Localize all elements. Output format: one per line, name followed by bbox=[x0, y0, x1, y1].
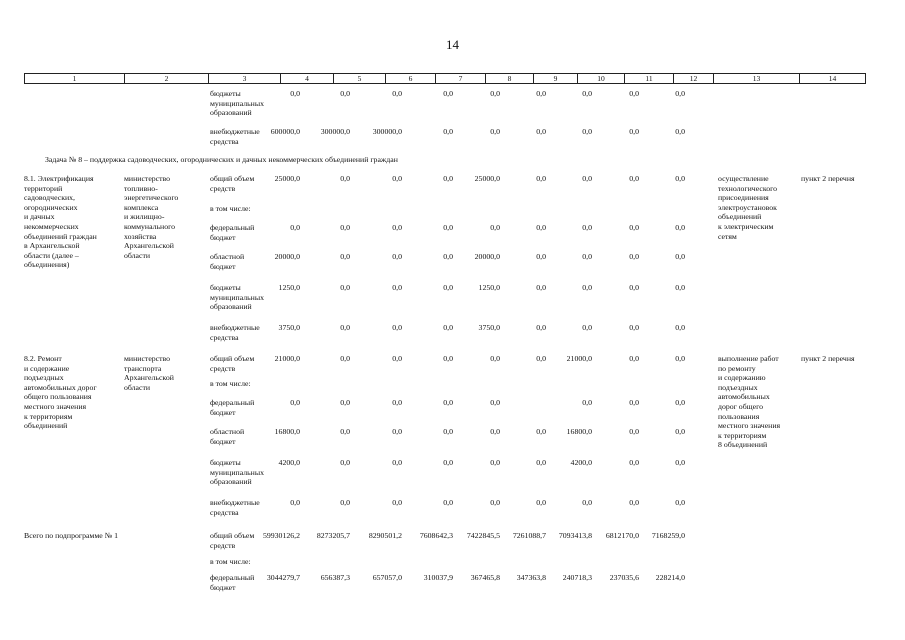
header-col-8: 8 bbox=[485, 74, 533, 83]
funding-value-col-7: 0,0 bbox=[443, 398, 453, 407]
funding-value-col-5: 0,0 bbox=[340, 323, 350, 332]
funding-value-col-5: 0,0 bbox=[340, 354, 350, 363]
funding-value-col-11: 0,0 bbox=[629, 223, 639, 232]
funding-value-col-9: 0,0 bbox=[536, 127, 546, 136]
item-8-1-result: осуществление технологического присоединения электроустановок объединений к электрическим сетям bbox=[718, 174, 778, 241]
funding-source-label: общий объем средств bbox=[210, 174, 255, 193]
item-8-1-reference: пункт 2 перечня bbox=[801, 174, 855, 183]
funding-value-col-6: 0,0 bbox=[392, 354, 402, 363]
funding-value-col-5: 0,0 bbox=[340, 223, 350, 232]
funding-value-col-10: 16800,0 bbox=[566, 427, 592, 436]
funding-value-col-11: 6812170,0 bbox=[605, 531, 639, 540]
funding-value-col-10: 240718,3 bbox=[562, 573, 592, 582]
funding-value-col-5: 0,0 bbox=[340, 458, 350, 467]
funding-value-col-8: 0,0 bbox=[490, 223, 500, 232]
funding-value-col-11: 0,0 bbox=[629, 498, 639, 507]
funding-value-col-10: 0,0 bbox=[582, 252, 592, 261]
funding-source-label: в том числе: bbox=[210, 557, 251, 566]
funding-value-col-6: 0,0 bbox=[392, 283, 402, 292]
item-8-1-executor: министерство топливно- энергетического комплекса и жилищно- коммунального хозяйства Архангельской области bbox=[124, 174, 179, 260]
funding-value-col-11: 0,0 bbox=[629, 127, 639, 136]
funding-value-col-7: 0,0 bbox=[443, 283, 453, 292]
funding-value-col-4: 3750,0 bbox=[278, 323, 300, 332]
funding-value-col-7: 0,0 bbox=[443, 323, 453, 332]
funding-value-col-5: 656387,3 bbox=[320, 573, 350, 582]
funding-value-col-7: 0,0 bbox=[443, 223, 453, 232]
funding-value-col-9: 0,0 bbox=[536, 354, 546, 363]
funding-value-col-4: 0,0 bbox=[290, 89, 300, 98]
funding-value-col-4: 0,0 bbox=[290, 398, 300, 407]
funding-value-col-4: 21000,0 bbox=[274, 354, 300, 363]
funding-value-col-12: 0,0 bbox=[675, 498, 685, 507]
item-8-2-result: выполнение работ по ремонту и содержанию подъездных автомобильных дорог общего пользования местного значения к территориям 8 объединений bbox=[718, 354, 781, 450]
funding-value-col-4: 59930126,2 bbox=[262, 531, 300, 540]
funding-value-col-5: 8273205,7 bbox=[316, 531, 350, 540]
funding-value-col-4: 0,0 bbox=[290, 223, 300, 232]
funding-value-col-11: 0,0 bbox=[629, 89, 639, 98]
funding-value-col-7: 0,0 bbox=[443, 252, 453, 261]
funding-value-col-5: 0,0 bbox=[340, 89, 350, 98]
funding-value-col-10: 0,0 bbox=[582, 498, 592, 507]
funding-value-col-8: 0,0 bbox=[490, 498, 500, 507]
funding-value-col-10: 0,0 bbox=[582, 323, 592, 332]
funding-value-col-9: 347363,8 bbox=[516, 573, 546, 582]
funding-value-col-4: 0,0 bbox=[290, 498, 300, 507]
item-8-2-executor: министерство транспорта Архангельской области bbox=[124, 354, 174, 392]
table-header-row bbox=[24, 73, 866, 84]
funding-value-col-6: 8290501,2 bbox=[368, 531, 402, 540]
funding-source-label: федеральный бюджет bbox=[210, 573, 255, 592]
header-col-10: 10 bbox=[577, 74, 624, 83]
funding-value-col-12: 0,0 bbox=[675, 354, 685, 363]
funding-value-col-6: 0,0 bbox=[392, 498, 402, 507]
funding-value-col-11: 0,0 bbox=[629, 252, 639, 261]
funding-value-col-12: 0,0 bbox=[675, 458, 685, 467]
funding-source-label: общий объем средств bbox=[210, 531, 255, 550]
header-col-3: 3 bbox=[208, 74, 280, 83]
funding-value-col-6: 0,0 bbox=[392, 398, 402, 407]
funding-value-col-8: 1250,0 bbox=[478, 283, 500, 292]
funding-source-label: бюджеты муниципальных образований bbox=[210, 283, 264, 312]
funding-source-label: областной бюджет bbox=[210, 427, 245, 446]
funding-value-col-10: 0,0 bbox=[582, 89, 592, 98]
funding-value-col-5: 0,0 bbox=[340, 398, 350, 407]
funding-value-col-7: 310037,9 bbox=[423, 573, 453, 582]
funding-source-label: общий объем средств bbox=[210, 354, 255, 373]
funding-value-col-11: 0,0 bbox=[629, 354, 639, 363]
funding-value-col-6: 0,0 bbox=[392, 458, 402, 467]
page-number: 14 bbox=[446, 37, 459, 52]
funding-value-col-11: 0,0 bbox=[629, 427, 639, 436]
funding-source-label: внебюджетные средства bbox=[210, 127, 260, 146]
funding-source-label: внебюджетные средства bbox=[210, 498, 260, 517]
funding-value-col-12: 0,0 bbox=[675, 252, 685, 261]
funding-value-col-12: 0,0 bbox=[675, 398, 685, 407]
header-col-9: 9 bbox=[533, 74, 577, 83]
header-col-4: 4 bbox=[280, 74, 333, 83]
funding-value-col-7: 0,0 bbox=[443, 498, 453, 507]
funding-value-col-7: 0,0 bbox=[443, 127, 453, 136]
funding-value-col-12: 0,0 bbox=[675, 89, 685, 98]
funding-value-col-9: 0,0 bbox=[536, 283, 546, 292]
item-8-2-name: 8.2. Ремонт и содержание подъездных автомобильных дорог общего пользования местного значения к территориям объединений bbox=[24, 354, 97, 431]
funding-value-col-11: 0,0 bbox=[629, 323, 639, 332]
funding-value-col-11: 0,0 bbox=[629, 283, 639, 292]
funding-value-col-4: 3044279,7 bbox=[266, 573, 300, 582]
funding-value-col-8: 0,0 bbox=[490, 89, 500, 98]
funding-value-col-8: 25000,0 bbox=[474, 174, 500, 183]
funding-value-col-11: 0,0 bbox=[629, 398, 639, 407]
funding-value-col-12: 228214,0 bbox=[655, 573, 685, 582]
header-col-7: 7 bbox=[435, 74, 485, 83]
header-col-11: 11 bbox=[624, 74, 673, 83]
header-col-2: 2 bbox=[124, 74, 208, 83]
funding-value-col-9: 0,0 bbox=[536, 498, 546, 507]
funding-source-label: областной бюджет bbox=[210, 252, 245, 271]
funding-value-col-9: 0,0 bbox=[536, 174, 546, 183]
funding-value-col-8: 0,0 bbox=[490, 354, 500, 363]
funding-value-col-6: 300000,0 bbox=[372, 127, 402, 136]
funding-value-col-9: 0,0 bbox=[536, 89, 546, 98]
header-col-5: 5 bbox=[333, 74, 385, 83]
funding-value-col-12: 0,0 bbox=[675, 174, 685, 183]
funding-value-col-11: 0,0 bbox=[629, 458, 639, 467]
funding-value-col-5: 300000,0 bbox=[320, 127, 350, 136]
funding-value-col-10: 21000,0 bbox=[566, 354, 592, 363]
funding-value-col-5: 0,0 bbox=[340, 427, 350, 436]
funding-source-label: внебюджетные средства bbox=[210, 323, 260, 342]
funding-value-col-8: 0,0 bbox=[490, 427, 500, 436]
funding-value-col-11: 0,0 bbox=[629, 174, 639, 183]
funding-value-col-9: 0,0 bbox=[536, 323, 546, 332]
funding-value-col-9: 0,0 bbox=[536, 223, 546, 232]
funding-value-col-5: 0,0 bbox=[340, 498, 350, 507]
funding-source-label: бюджеты муниципальных образований bbox=[210, 458, 264, 487]
funding-value-col-5: 0,0 bbox=[340, 283, 350, 292]
funding-value-col-4: 600000,0 bbox=[270, 127, 300, 136]
funding-value-col-6: 0,0 bbox=[392, 427, 402, 436]
funding-value-col-12: 0,0 bbox=[675, 323, 685, 332]
funding-value-col-7: 0,0 bbox=[443, 458, 453, 467]
funding-value-col-7: 7608642,3 bbox=[419, 531, 453, 540]
funding-value-col-12: 0,0 bbox=[675, 427, 685, 436]
funding-value-col-10: 0,0 bbox=[582, 223, 592, 232]
funding-value-col-10: 0,0 bbox=[582, 398, 592, 407]
funding-value-col-8: 7422845,5 bbox=[466, 531, 500, 540]
funding-value-col-4: 4200,0 bbox=[278, 458, 300, 467]
funding-value-col-8: 367465,8 bbox=[470, 573, 500, 582]
funding-value-col-5: 0,0 bbox=[340, 174, 350, 183]
header-col-6: 6 bbox=[385, 74, 435, 83]
funding-value-col-4: 16800,0 bbox=[274, 427, 300, 436]
funding-source-label: федеральный бюджет bbox=[210, 398, 255, 417]
funding-value-col-9: 0,0 bbox=[536, 458, 546, 467]
funding-value-col-4: 20000,0 bbox=[274, 252, 300, 261]
funding-source-label: в том числе: bbox=[210, 204, 251, 213]
funding-source-label: бюджеты муниципальных образований bbox=[210, 89, 264, 118]
funding-value-col-12: 7168259,0 bbox=[651, 531, 685, 540]
funding-value-col-8: 0,0 bbox=[490, 458, 500, 467]
funding-value-col-6: 657057,0 bbox=[372, 573, 402, 582]
funding-value-col-8: 0,0 bbox=[490, 398, 500, 407]
task-8-title: Задача № 8 – поддержка садоводческих, огороднических и дачных некоммерческих объединений граждан bbox=[45, 155, 398, 164]
funding-value-col-10: 7093413,8 bbox=[558, 531, 592, 540]
funding-value-col-7: 0,0 bbox=[443, 174, 453, 183]
header-col-12: 12 bbox=[673, 74, 713, 83]
header-col-14: 14 bbox=[799, 74, 865, 83]
funding-source-label: федеральный бюджет bbox=[210, 223, 255, 242]
funding-value-col-4: 1250,0 bbox=[278, 283, 300, 292]
funding-value-col-11: 237035,6 bbox=[609, 573, 639, 582]
funding-value-col-12: 0,0 bbox=[675, 283, 685, 292]
funding-source-label: в том числе: bbox=[210, 379, 251, 388]
funding-value-col-12: 0,0 bbox=[675, 127, 685, 136]
funding-value-col-10: 0,0 bbox=[582, 283, 592, 292]
funding-value-col-10: 0,0 bbox=[582, 174, 592, 183]
funding-value-col-6: 0,0 bbox=[392, 323, 402, 332]
funding-value-col-6: 0,0 bbox=[392, 252, 402, 261]
funding-value-col-6: 0,0 bbox=[392, 223, 402, 232]
funding-value-col-7: 0,0 bbox=[443, 354, 453, 363]
total-label: Всего по подпрограмме № 1 bbox=[24, 531, 118, 540]
funding-value-col-12: 0,0 bbox=[675, 223, 685, 232]
funding-value-col-8: 3750,0 bbox=[478, 323, 500, 332]
funding-value-col-8: 20000,0 bbox=[474, 252, 500, 261]
item-8-2-reference: пункт 2 перечня bbox=[801, 354, 855, 363]
funding-value-col-10: 4200,0 bbox=[570, 458, 592, 467]
funding-value-col-9: 7261088,7 bbox=[512, 531, 546, 540]
funding-value-col-7: 0,0 bbox=[443, 427, 453, 436]
funding-value-col-10: 0,0 bbox=[582, 127, 592, 136]
funding-value-col-9: 0,0 bbox=[536, 252, 546, 261]
funding-value-col-6: 0,0 bbox=[392, 174, 402, 183]
funding-value-col-7: 0,0 bbox=[443, 89, 453, 98]
funding-value-col-6: 0,0 bbox=[392, 89, 402, 98]
funding-value-col-5: 0,0 bbox=[340, 252, 350, 261]
funding-value-col-8: 0,0 bbox=[490, 127, 500, 136]
header-col-1: 1 bbox=[72, 74, 77, 83]
item-8-1-name: 8.1. Электрификация территорий садоводческих, огороднических и дачных некоммерческих объединений граждан в Архангельской области (далее – объединения) bbox=[24, 174, 97, 270]
header-col-13: 13 bbox=[713, 74, 799, 83]
funding-value-col-4: 25000,0 bbox=[274, 174, 300, 183]
funding-value-col-9: 0,0 bbox=[536, 427, 546, 436]
